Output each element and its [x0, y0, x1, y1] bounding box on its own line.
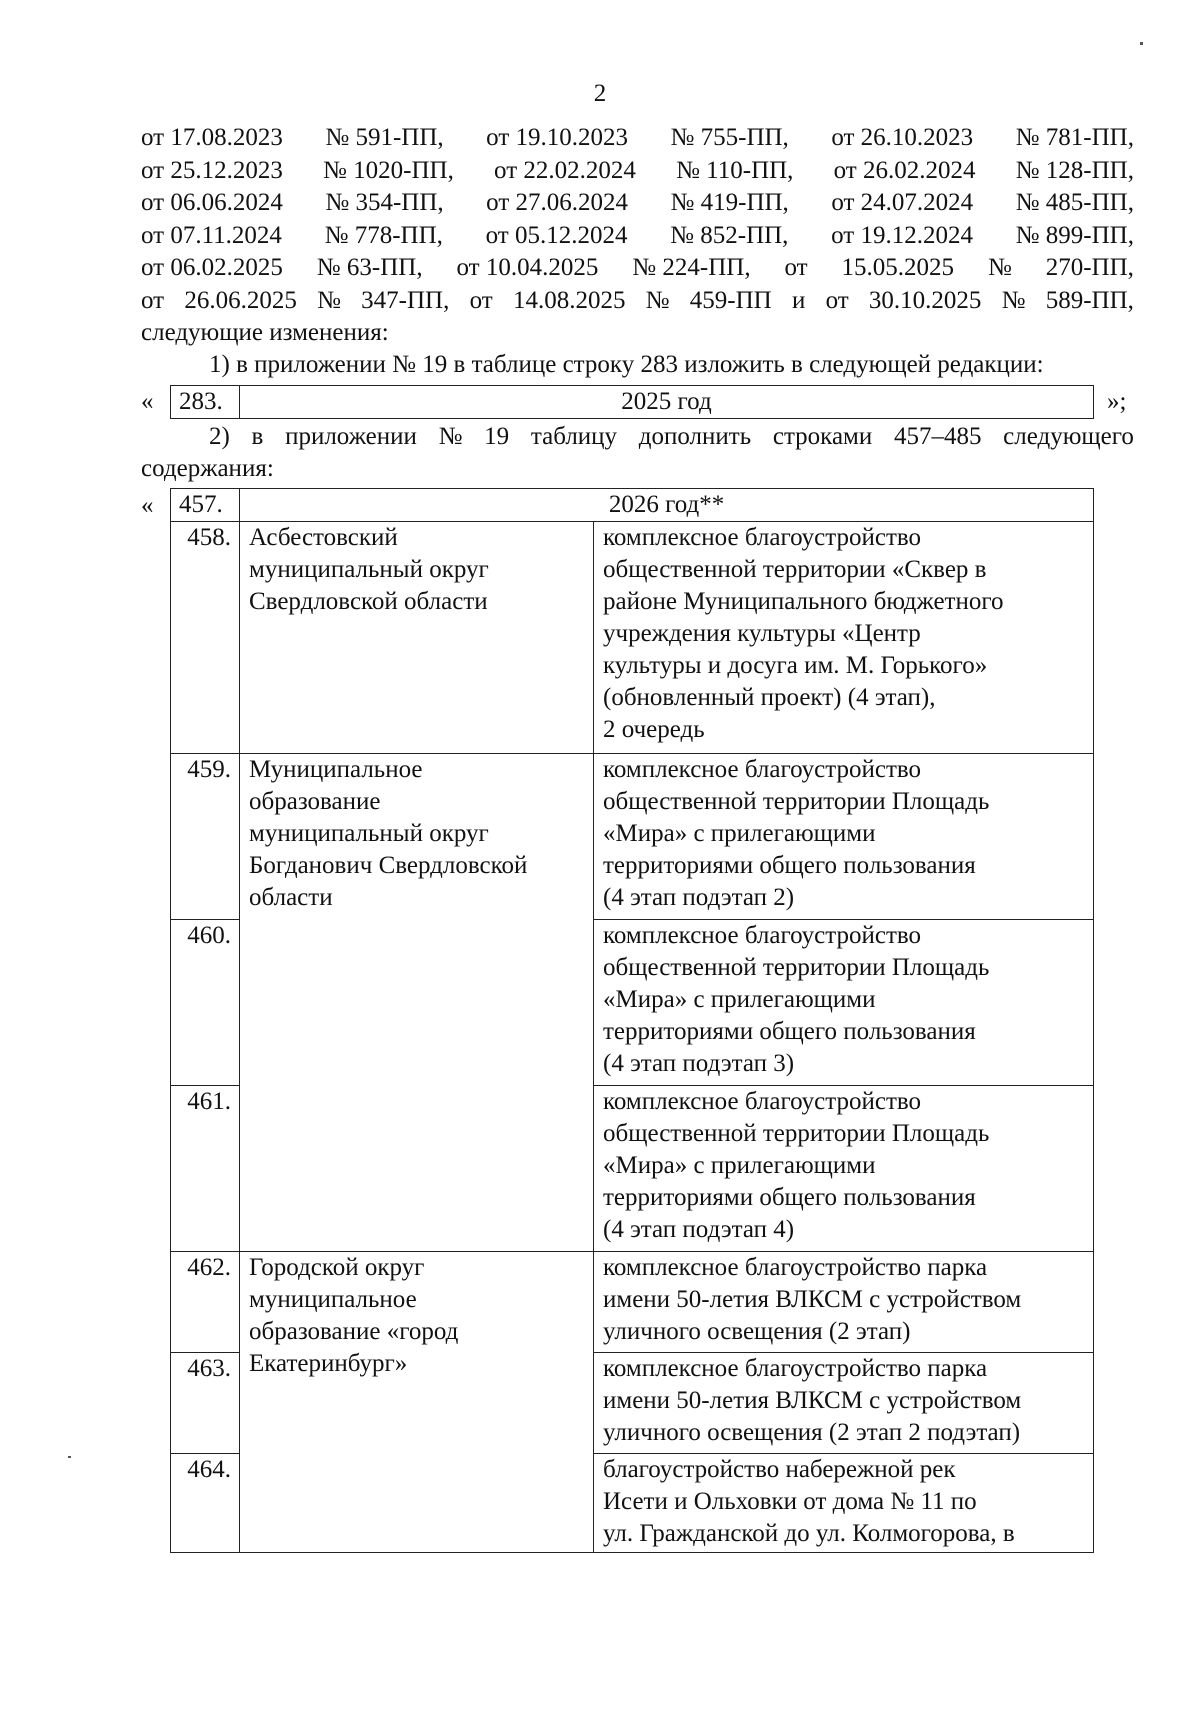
- word: от 19.12.2024: [831, 221, 973, 249]
- cell-line: общественной территории Площадь: [603, 954, 990, 981]
- item-2-text: [141, 421, 1134, 453]
- cell-line: 2 очередь: [603, 716, 705, 743]
- open-quote: «: [141, 388, 154, 415]
- word: от 07.11.2024: [141, 221, 282, 249]
- word: от 26.02.2024: [833, 156, 976, 184]
- word: 2): [209, 423, 230, 450]
- following-changes-text: следующие изменения:: [141, 319, 389, 346]
- word: № 781-ПП,: [1015, 124, 1134, 151]
- cell-line: (обновленный проект) (4 этап),: [603, 684, 936, 711]
- cell-line: территориями общего пользования: [603, 1184, 976, 1211]
- word: от 17.08.2023: [141, 124, 283, 151]
- cell-line: Богданович Свердловской: [249, 852, 528, 879]
- word: от 06.02.2025: [141, 254, 283, 281]
- word: № 591-ПП,: [325, 124, 444, 151]
- year-header: 2025 год: [240, 386, 1094, 419]
- cell-line: комплексное благоустройство парка: [603, 1355, 988, 1382]
- row-number: 461.: [171, 1086, 240, 1252]
- word: №: [1001, 286, 1026, 314]
- word: от 06.06.2024: [141, 189, 283, 216]
- page-number: 2: [593, 80, 607, 107]
- word: от 05.12.2024: [485, 221, 628, 249]
- cell-line: «Мира» с прилегающими: [603, 820, 876, 847]
- word: 457–485: [893, 423, 982, 450]
- cell-line: (4 этап подэтап 3): [603, 1050, 795, 1077]
- appendix-19-table: [170, 488, 1094, 1553]
- cell-line: «Мира» с прилегающими: [603, 986, 876, 1013]
- word: № 224-ПП,: [632, 254, 751, 281]
- row-number: 457.: [171, 489, 240, 522]
- cell-line: муниципальный округ: [249, 820, 489, 847]
- word: от 25.12.2023: [141, 156, 283, 184]
- project-description: [594, 522, 1094, 754]
- project-description: [594, 754, 1094, 920]
- row-number: 462.: [171, 1252, 240, 1353]
- word: №: [317, 286, 341, 314]
- row-number: 458.: [171, 522, 240, 754]
- word: №: [438, 423, 463, 450]
- word: № 852-ПП,: [670, 221, 789, 249]
- cell-line: Муниципальное: [249, 756, 423, 783]
- word: следующего: [1003, 423, 1134, 450]
- cell-line: комплексное благоустройство: [603, 756, 922, 783]
- item-2-block: [141, 421, 1134, 485]
- row-number: 460.: [171, 920, 240, 1086]
- word: от: [469, 286, 493, 314]
- cell-line: Свердловской области: [249, 588, 488, 615]
- cell-line: благоустройство набережной рек: [603, 1456, 956, 1483]
- amendment-intro: [141, 122, 1134, 381]
- word: № 1020-ПП,: [323, 156, 454, 184]
- project-description: [594, 1454, 1094, 1553]
- word: приложении: [285, 423, 417, 450]
- cell-line: уличного освещения (2 этап 2 подэтап): [603, 1419, 1021, 1446]
- word: № 899-ПП,: [1015, 221, 1134, 249]
- word: 15.05.2025: [841, 254, 955, 281]
- cell-line: территориями общего пользования: [603, 1018, 976, 1045]
- word: № 755-ПП,: [670, 124, 789, 151]
- cell-line: «Мира» с прилегающими: [603, 1152, 876, 1179]
- word: от: [141, 286, 165, 314]
- word: № 419-ПП,: [670, 189, 789, 216]
- word: №: [645, 286, 670, 314]
- cell-line: комплексное благоустройство: [603, 922, 922, 949]
- reference-line: [141, 187, 1134, 220]
- word: и: [791, 286, 806, 314]
- word: № 63-ПП,: [316, 254, 423, 281]
- cell-line: Городской округ: [249, 1254, 425, 1281]
- year-header: 2026 год**: [240, 489, 1094, 522]
- cell-line: Асбестовский: [249, 524, 398, 551]
- word: от 22.02.2024: [494, 156, 636, 184]
- row-number: 463.: [171, 1353, 240, 1454]
- word: в: [251, 423, 264, 450]
- row-number: 459.: [171, 754, 240, 920]
- word: № 778-ПП,: [324, 221, 443, 249]
- row-number: 464.: [171, 1454, 240, 1553]
- reference-line: [141, 252, 1134, 285]
- project-description: [594, 920, 1094, 1086]
- cell-line: комплексное благоустройство: [603, 1088, 922, 1115]
- cell-line: области: [249, 884, 333, 911]
- cell-line: районе Муниципального бюджетного: [603, 588, 1004, 615]
- word: 347-ПП,: [361, 286, 450, 314]
- cell-line: муниципальное: [249, 1286, 417, 1313]
- cell-line: Екатеринбург»: [249, 1350, 408, 1377]
- scan-speck: [1140, 42, 1143, 45]
- word: от 10.04.2025: [456, 254, 599, 281]
- item-2-continuation: содержания:: [141, 455, 274, 482]
- word: таблицу: [530, 423, 618, 450]
- word: от 19.10.2023: [486, 124, 629, 151]
- item-1-text: 1) в приложении № 19 в таблице строку 283 изложить в следующей редакции:: [209, 351, 1044, 378]
- row-283-table: [170, 385, 1094, 419]
- table-row: [171, 522, 1094, 754]
- cell-line: комплексное благоустройство: [603, 524, 922, 551]
- word: 459-ПП: [689, 286, 772, 314]
- reference-line: [141, 155, 1134, 188]
- word: от 27.06.2024: [486, 189, 629, 216]
- cell-line: ул. Гражданской до ул. Колмогорова, в: [603, 1520, 1015, 1547]
- row-number: 283.: [171, 386, 240, 419]
- word: от 26.10.2023: [831, 124, 974, 151]
- project-description: [594, 1252, 1094, 1353]
- project-description: [594, 1086, 1094, 1252]
- word: 30.10.2025: [868, 286, 982, 314]
- cell-line: (4 этап подэтап 4): [603, 1216, 795, 1243]
- project-description: [594, 1353, 1094, 1454]
- cell-line: (4 этап подэтап 2): [603, 884, 795, 911]
- cell-line: уличного освещения (2 этап): [603, 1318, 911, 1345]
- word: от: [784, 254, 808, 281]
- municipality-cell: [240, 1252, 594, 1553]
- cell-line: культуры и досуга им. М. Горького»: [603, 652, 988, 679]
- cell-line: имени 50-летия ВЛКСМ с устройством: [603, 1387, 1022, 1414]
- word: № 110-ПП,: [676, 156, 794, 184]
- word: от: [825, 286, 849, 314]
- word: № 354-ПП,: [325, 189, 444, 216]
- municipality-cell: [240, 754, 594, 1252]
- cell-line: Исети и Ольховки от дома № 11 по: [603, 1488, 977, 1515]
- cell-line: комплексное благоустройство парка: [603, 1254, 988, 1281]
- word: строками: [772, 423, 873, 450]
- reference-line: [141, 220, 1134, 253]
- word: №: [987, 254, 1012, 281]
- municipality-cell: [240, 522, 594, 754]
- word: 14.08.2025: [512, 286, 626, 314]
- cell-line: муниципальный округ: [249, 556, 489, 583]
- close-quote: »;: [1107, 388, 1127, 415]
- reference-line: [141, 285, 1134, 318]
- cell-line: учреждения культуры «Центр: [603, 620, 921, 647]
- cell-line: общественной территории «Сквер в: [603, 556, 987, 583]
- open-quote: «: [141, 492, 154, 519]
- table-row: [171, 754, 1094, 920]
- scan-speck: [68, 1456, 71, 1458]
- table-row: [171, 386, 1094, 419]
- word: 26.06.2025: [184, 286, 297, 314]
- word: № 485-ПП,: [1015, 189, 1134, 216]
- table-row: [171, 489, 1094, 522]
- cell-line: общественной территории Площадь: [603, 788, 990, 815]
- cell-line: имени 50-летия ВЛКСМ с устройством: [603, 1286, 1022, 1313]
- table-row: [171, 1252, 1094, 1353]
- word: 589-ПП,: [1045, 286, 1134, 314]
- reference-line: [141, 122, 1134, 155]
- word: 270-ПП,: [1045, 254, 1134, 281]
- word: № 128-ПП,: [1015, 156, 1134, 184]
- word: от 24.07.2024: [831, 189, 974, 216]
- word: дополнить: [638, 423, 752, 450]
- cell-line: территориями общего пользования: [603, 852, 976, 879]
- word: 19: [484, 423, 510, 450]
- cell-line: образование: [249, 788, 381, 815]
- cell-line: общественной территории Площадь: [603, 1120, 990, 1147]
- cell-line: образование «город: [249, 1318, 459, 1345]
